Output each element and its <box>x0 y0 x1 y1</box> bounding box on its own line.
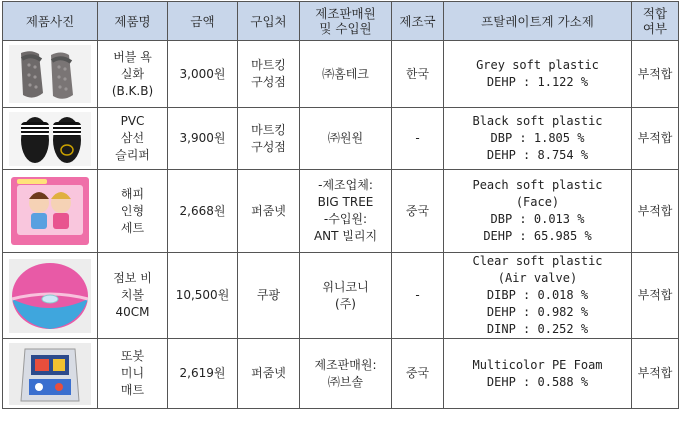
product-name-line: (B.K.B) <box>111 83 154 98</box>
product-name-line: 인형 <box>120 203 145 218</box>
foam-mat-photo-icon <box>9 343 91 405</box>
maker-line: -제조업체: <box>318 178 373 192</box>
plasticizer-line: Peach soft plastic <box>472 178 603 192</box>
maker-line: -수입원: <box>323 212 368 226</box>
country: 중국 <box>392 339 444 409</box>
product-price: 3,900원 <box>168 108 238 170</box>
country: 한국 <box>392 41 444 108</box>
maker-line: BIG TREE <box>317 195 374 209</box>
product-photo <box>3 170 98 253</box>
purchase-store <box>238 108 300 170</box>
plasticizer-line: DBP : 0.013 % <box>490 212 585 226</box>
header-conformity-line: 여부 <box>642 21 668 36</box>
product-name-line: 치볼 <box>120 288 145 302</box>
maker-importer <box>300 170 392 253</box>
maker-importer <box>300 108 392 170</box>
product-name-line: 버블 욕 <box>113 49 152 64</box>
table-row <box>3 170 679 253</box>
conformity-status: 부적합 <box>632 253 679 339</box>
store-line: 퍼줌넷 <box>251 203 286 218</box>
header-photo: 제품사진 <box>3 2 98 41</box>
slides-photo-icon <box>9 112 91 166</box>
store-line: 퍼줌넷 <box>251 366 286 380</box>
plasticizer-line: DEHP : 1.122 % <box>486 75 589 89</box>
header-country: 제조국 <box>392 2 444 41</box>
store-line: 마트킹 <box>251 122 286 137</box>
maker-line: ㈜홈테크 <box>322 66 369 81</box>
product-photo <box>3 339 98 409</box>
product-name-line: 슬리퍼 <box>115 148 150 162</box>
product-name-line: 실화 <box>120 66 145 81</box>
plasticizer-result <box>444 41 632 108</box>
store-line: 구성점 <box>251 139 286 154</box>
product-name-line: 또봇 <box>120 349 145 363</box>
plasticizer-result <box>444 253 632 339</box>
product-name-line: 미니 <box>120 366 145 380</box>
country: - <box>392 108 444 170</box>
table-row <box>3 339 679 409</box>
header-plasticizer: 프탈레이트계 가소제 <box>444 2 632 41</box>
product-photo <box>3 253 98 339</box>
maker-importer <box>300 253 392 339</box>
maker-line: 제조판매원: <box>314 357 377 372</box>
plasticizer-line: Clear soft plastic <box>472 254 603 268</box>
product-photo <box>3 41 98 108</box>
product-price: 2,619원 <box>168 339 238 409</box>
maker-importer <box>300 41 392 108</box>
store-line: 마트킹 <box>251 58 286 72</box>
product-name-line: 해피 <box>120 186 145 201</box>
header-store: 구입처 <box>238 2 300 41</box>
product-name-line: 점보 비 <box>113 271 152 285</box>
header-maker-line: 및 수입원 <box>319 21 372 36</box>
plasticizer-line: DINP : 0.252 % <box>486 322 589 336</box>
product-name <box>98 170 168 253</box>
store-line: 구성점 <box>251 75 286 89</box>
plasticizer-line: (Face) <box>515 195 560 209</box>
header-conformity-line: 적합 <box>642 6 668 21</box>
product-photo <box>3 108 98 170</box>
plasticizer-result <box>444 108 632 170</box>
store-line: 쿠팡 <box>256 288 281 302</box>
plasticizer-line: DEHP : 0.588 % <box>486 374 589 389</box>
table-row <box>3 253 679 339</box>
product-price: 2,668원 <box>168 170 238 253</box>
conformity-status: 부적합 <box>632 339 679 409</box>
product-name <box>98 41 168 108</box>
conformity-status: 부적합 <box>632 108 679 170</box>
purchase-store <box>238 41 300 108</box>
slippers-photo-icon <box>9 45 91 103</box>
product-results-table <box>2 1 679 409</box>
product-name-line: 매트 <box>120 383 145 397</box>
product-name-line: 40CM <box>115 305 150 319</box>
product-name-line: 세트 <box>120 220 145 235</box>
product-price: 3,000원 <box>168 41 238 108</box>
maker-line: ㈜브솔 <box>327 374 364 389</box>
plasticizer-result <box>444 170 632 253</box>
plasticizer-line: Multicolor PE Foam <box>472 357 603 372</box>
plasticizer-result <box>444 339 632 409</box>
product-name-line: PVC <box>120 114 145 128</box>
plasticizer-line: DEHP : 0.982 % <box>486 305 589 319</box>
header-price: 금액 <box>168 2 238 41</box>
maker-line: ANT 빌리지 <box>313 229 378 243</box>
plasticizer-line: DEHP : 8.754 % <box>486 148 589 162</box>
product-name <box>98 253 168 339</box>
plasticizer-line: (Air valve) <box>497 271 578 285</box>
maker-line: 위니코니 <box>322 279 369 294</box>
plasticizer-line: Grey soft plastic <box>476 58 599 72</box>
header-row <box>3 2 679 41</box>
header-maker-line: 제조판매원 <box>315 6 376 21</box>
table-row <box>3 108 679 170</box>
doll-set-photo-icon <box>9 175 91 247</box>
conformity-status: 부적합 <box>632 41 679 108</box>
product-name <box>98 339 168 409</box>
country: 중국 <box>392 170 444 253</box>
header-maker <box>300 2 392 41</box>
maker-line: ㈜원원 <box>327 131 364 145</box>
header-conformity <box>632 2 679 41</box>
maker-importer <box>300 339 392 409</box>
table-row <box>3 41 679 108</box>
conformity-status: 부적합 <box>632 170 679 253</box>
beach-ball-photo-icon <box>9 259 91 333</box>
product-name-line: 삼선 <box>120 131 145 145</box>
plasticizer-line: Black soft plastic <box>472 114 603 128</box>
purchase-store <box>238 170 300 253</box>
plasticizer-line: DBP : 1.805 % <box>490 131 585 145</box>
product-name <box>98 108 168 170</box>
purchase-store <box>238 339 300 409</box>
header-product-name: 제품명 <box>98 2 168 41</box>
product-price: 10,500원 <box>168 253 238 339</box>
plasticizer-line: DIBP : 0.018 % <box>486 288 589 302</box>
country: - <box>392 253 444 339</box>
plasticizer-line: DEHP : 65.985 % <box>483 229 592 243</box>
purchase-store <box>238 253 300 339</box>
maker-line: (주) <box>335 296 356 311</box>
